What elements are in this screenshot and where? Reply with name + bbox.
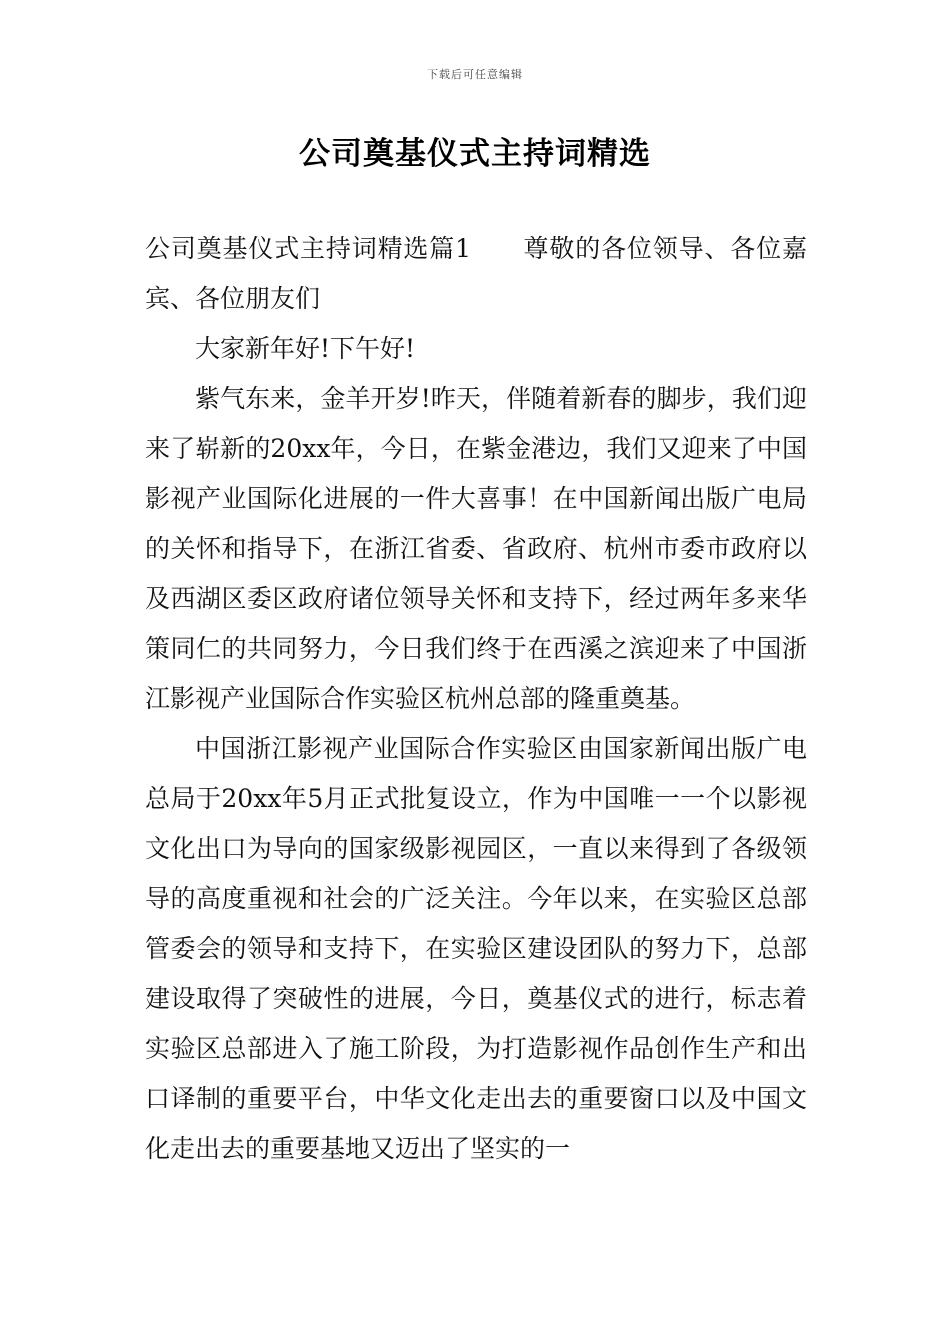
paragraph-greeting: 大家新年好!下午好! <box>195 334 416 363</box>
header-note: 下载后可任意编辑 <box>427 68 523 81</box>
paragraph-opening: 紫气东来，金羊开岁!昨天，伴随着新春的脚步，我们迎来了崭新的20xx年，今日，在紫金港边，我们又迎来了中国影视产业国际化进展的一件大喜事！在中国新闻出版广电局的关怀和指导下，在浙江省委、省政府、杭州市委市政府以及西湖区委区政府诸位领导关怀和支持下，经过两年多来华策同仁的共同努力，今日我们终于在西溪之滨迎来了中国浙江影视产业国际合作实验区杭州总部的隆重奠基。 <box>145 384 807 713</box>
document-body <box>145 224 807 1174</box>
paragraph-intro: 公司奠基仪式主持词精选篇1 尊敬的各位领导、各位嘉宾、各位朋友们 <box>145 234 807 313</box>
paragraph-zone-intro: 中国浙江影视产业国际合作实验区由国家新闻出版广电总局于20xx年5月正式批复设立，作为中国唯一一个以影视文化出口为导向的国家级影视园区，一直以来得到了各级领导的高度重视和社会的广泛关注。今年以来，在实验区总部管委会的领导和支持下，在实验区建设团队的努力下，总部建设取得了突破性的进展，今日，奠基仪式的进行，标志着实验区总部进入了施工阶段，为打造影视作品创作生产和出口译制的重要平台，中华文化走出去的重要窗口以及中国文化走出去的重要基地又迈出了坚实的一 <box>145 734 807 1163</box>
document-title: 公司奠基仪式主持词精选 <box>299 136 651 172</box>
